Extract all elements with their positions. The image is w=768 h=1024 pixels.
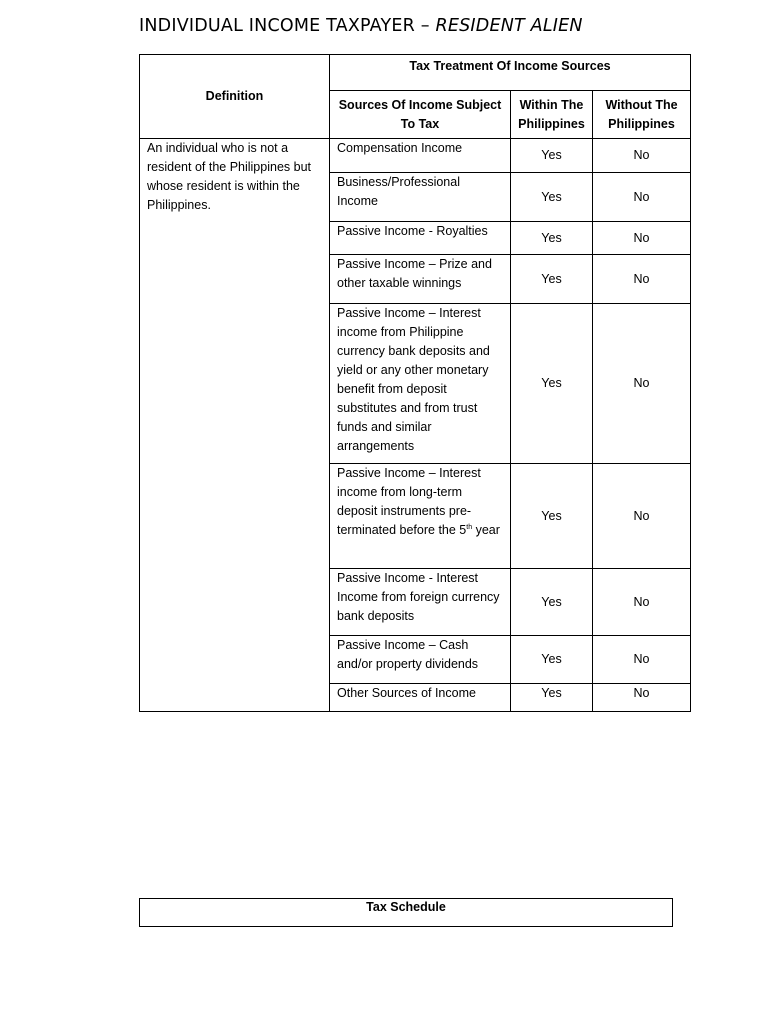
within-cell: Yes [511,173,593,222]
source-cell: Passive Income – Prize and other taxable winnings [330,255,511,304]
without-cell: No [593,139,691,173]
source-text-tail: year [472,523,500,537]
within-cell: Yes [511,255,593,304]
definition-cell: An individual who is not a resident of the Philippines but whose resident is within the Philippines. [140,139,330,712]
source-cell [330,464,511,569]
source-cell: Other Sources of Income [330,684,511,712]
within-cell: Yes [511,139,593,173]
page-title [139,16,583,36]
without-cell: No [593,304,691,464]
header-sources: Sources Of Income Subject To Tax [330,91,511,139]
source-cell: Business/Professional Income [330,173,511,222]
tax-schedule-box [139,898,673,927]
source-cell: Compensation Income [330,139,511,173]
without-cell: No [593,464,691,569]
header-row [140,55,691,91]
without-cell: No [593,173,691,222]
header-definition: Definition [140,55,330,139]
without-cell: No [593,255,691,304]
without-cell: No [593,636,691,684]
source-cell: Passive Income – Cash and/or property dividends [330,636,511,684]
header-tax-treatment: Tax Treatment Of Income Sources [330,55,691,91]
header-without: Without The Philippines [593,91,691,139]
within-cell: Yes [511,569,593,636]
without-cell: No [593,684,691,712]
tax-schedule-label: Tax Schedule [366,900,446,914]
within-cell: Yes [511,684,593,712]
source-cell: Passive Income - Interest Income from foreign currency bank deposits [330,569,511,636]
within-cell: Yes [511,304,593,464]
table-row [140,139,691,173]
header-within: Within The Philippines [511,91,593,139]
source-text: Passive Income – Interest income from long-term deposit instruments pre-terminated before the 5 [337,466,481,537]
within-cell: Yes [511,464,593,569]
within-cell: Yes [511,636,593,684]
without-cell: No [593,569,691,636]
tax-treatment-table [139,54,691,712]
source-cell: Passive Income – Interest income from Philippine currency bank deposits and yield or any other monetary benefit from deposit substitutes and from trust funds and similar arrangements [330,304,511,464]
without-cell: No [593,222,691,255]
title-italic: RESIDENT ALIEN [435,16,583,36]
title-main: INDIVIDUAL INCOME TAXPAYER – [139,16,436,36]
within-cell: Yes [511,222,593,255]
source-cell: Passive Income - Royalties [330,222,511,255]
ordinal-superscript: th [466,523,473,531]
